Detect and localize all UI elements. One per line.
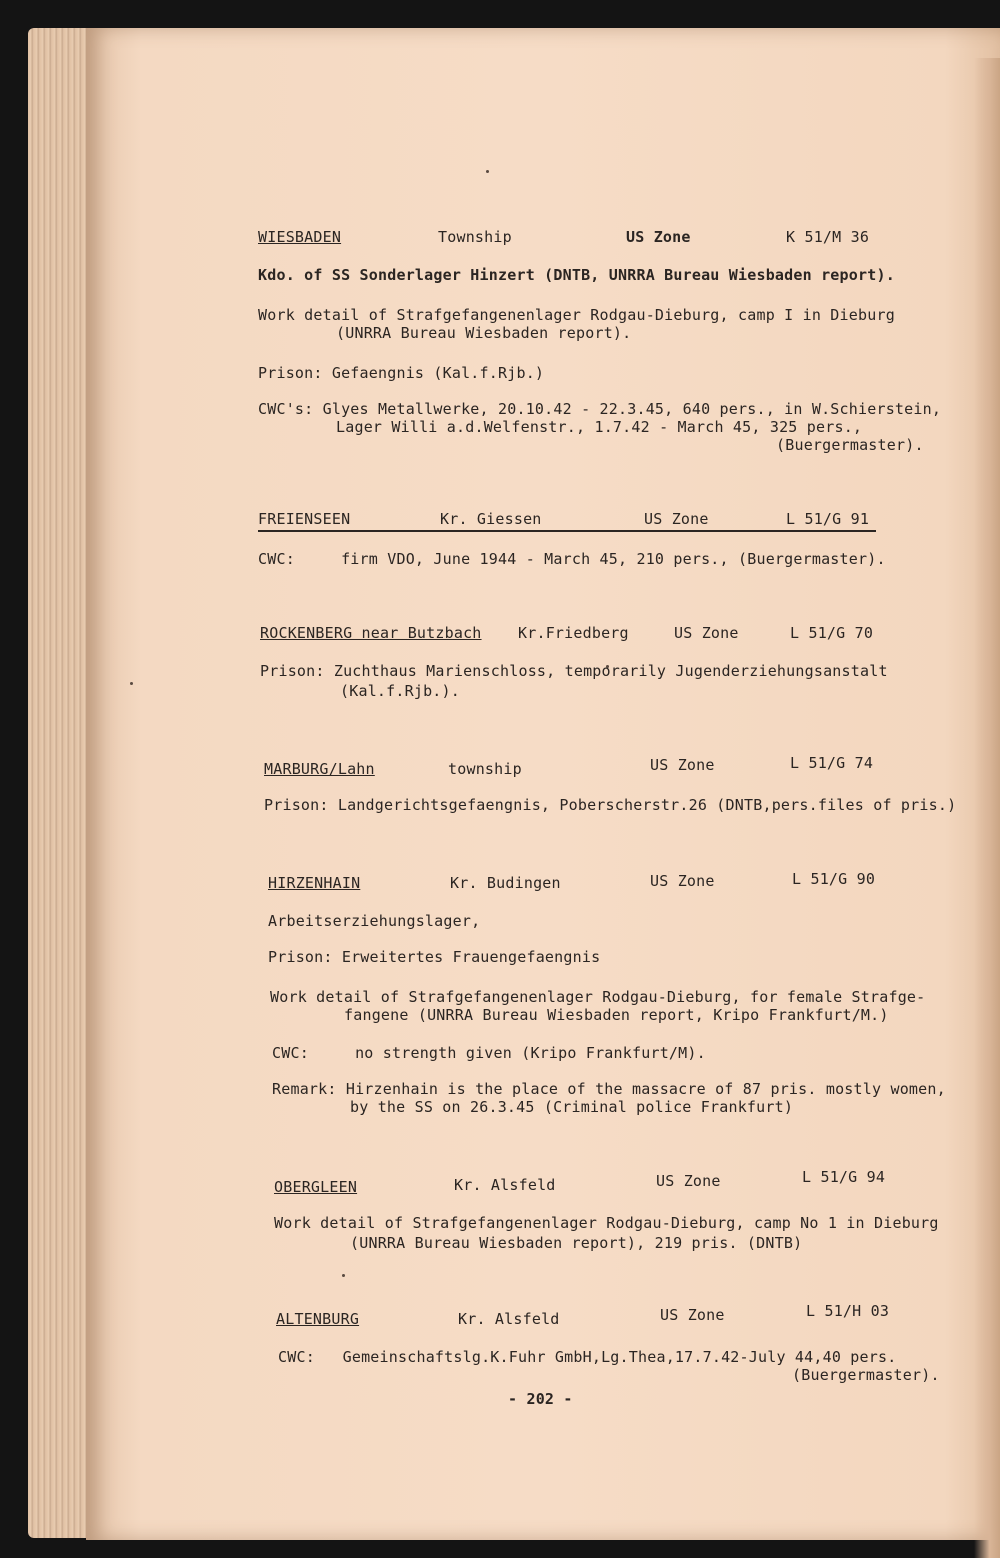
- entry-line: Prison: Landgerichtsgefaengnis, Poberscherstr.26 (DNTB,pers.files of pris.): [264, 796, 957, 814]
- document-page: [86, 28, 1000, 1540]
- entry-place: WIESBADEN: [258, 228, 342, 246]
- entry-line: Prison: Gefaengnis (Kal.f.Rjb.): [258, 364, 545, 382]
- entry-place: FREIENSEEN: [258, 510, 351, 528]
- ink-speck: [486, 170, 489, 173]
- entry-ref: K 51/M 36: [786, 228, 870, 246]
- entry-district: Kr. Alsfeld: [458, 1310, 560, 1328]
- entry-line: by the SS on 26.3.45 (Criminal police Frankfurt): [350, 1098, 794, 1116]
- entry-line: Work detail of Strafgefangenenlager Rodgau-Dieburg, for female Strafge-: [270, 988, 926, 1006]
- entry-line: Kdo. of SS Sonderlager Hinzert (DNTB, UNRRA Bureau Wiesbaden report).: [258, 266, 895, 284]
- page-fold-shadow: [974, 58, 1000, 1558]
- entry-place: OBERGLEEN: [274, 1178, 358, 1196]
- entry-district: Kr. Budingen: [450, 874, 561, 892]
- entry-line: CWC: no strength given (Kripo Frankfurt/M).: [272, 1044, 706, 1062]
- entry-line: Prison: Zuchthaus Marienschloss, temporarily Jugenderziehungsanstalt: [260, 662, 888, 680]
- entry-line: Work detail of Strafgefangenenlager Rodgau-Dieburg, camp I in Dieburg: [258, 306, 895, 324]
- entry-district: township: [448, 760, 522, 778]
- entry-zone: US Zone: [650, 756, 715, 774]
- entry-zone: US Zone: [626, 228, 691, 246]
- page-number: - 202 -: [508, 1390, 573, 1408]
- entry-ref: L 51/G 91: [786, 510, 870, 528]
- entry-line: CWC: Gemeinschaftslg.K.Fuhr GmbH,Lg.Thea,17.7.42-July 44,40 pers.: [278, 1348, 897, 1366]
- entry-ref: L 51/H 03: [806, 1302, 890, 1320]
- entry-district: Kr.Friedberg: [518, 624, 629, 642]
- entry-line: Lager Willi a.d.Welfenstr., 1.7.42 - March 45, 325 pers.,: [336, 418, 863, 436]
- entry-district: Township: [438, 228, 512, 246]
- ink-speck: [130, 682, 133, 685]
- entry-zone: US Zone: [644, 510, 709, 528]
- entry-place: ALTENBURG: [276, 1310, 360, 1328]
- entry-line: Work detail of Strafgefangenenlager Rodgau-Dieburg, camp No 1 in Dieburg: [274, 1214, 939, 1232]
- entry-line: Prison: Erweitertes Frauengefaengnis: [268, 948, 601, 966]
- entry-zone: US Zone: [656, 1172, 721, 1190]
- entry-place: MARBURG/Lahn: [264, 760, 375, 778]
- entry-line: (Buergermaster).: [776, 436, 924, 454]
- entry-zone: US Zone: [660, 1306, 725, 1324]
- entry-line: (UNRRA Bureau Wiesbaden report), 219 pris. (DNTB): [350, 1234, 803, 1252]
- entry-zone: US Zone: [674, 624, 739, 642]
- entry-district: Kr. Alsfeld: [454, 1176, 556, 1194]
- entry-line: (UNRRA Bureau Wiesbaden report).: [336, 324, 632, 342]
- entry-zone: US Zone: [650, 872, 715, 890]
- entry-line: Remark: Hirzenhain is the place of the massacre of 87 pris. mostly women,: [272, 1080, 946, 1098]
- entry-ref: L 51/G 94: [802, 1168, 886, 1186]
- entry-place: HIRZENHAIN: [268, 874, 361, 892]
- heading-rule: [258, 530, 876, 532]
- ink-speck: [342, 1274, 345, 1277]
- entry-district: Kr. Giessen: [440, 510, 542, 528]
- entry-line: Arbeitserziehungslager,: [268, 912, 481, 930]
- entry-line: CWC: firm VDO, June 1944 - March 45, 210 pers., (Buergermaster).: [258, 550, 886, 568]
- entry-ref: L 51/G 70: [790, 624, 874, 642]
- entry-line: (Buergermaster).: [792, 1366, 940, 1384]
- entry-line: (Kal.f.Rjb.).: [340, 682, 460, 700]
- entry-line: CWC's: Glyes Metallwerke, 20.10.42 - 22.3.45, 640 pers., in W.Schierstein,: [258, 400, 942, 418]
- entry-ref: L 51/G 90: [792, 870, 876, 888]
- entry-place: ROCKENBERG near Butzbach: [260, 624, 482, 642]
- entry-line: fangene (UNRRA Bureau Wiesbaden report, Kripo Frankfurt/M.): [344, 1006, 889, 1024]
- entry-ref: L 51/G 74: [790, 754, 874, 772]
